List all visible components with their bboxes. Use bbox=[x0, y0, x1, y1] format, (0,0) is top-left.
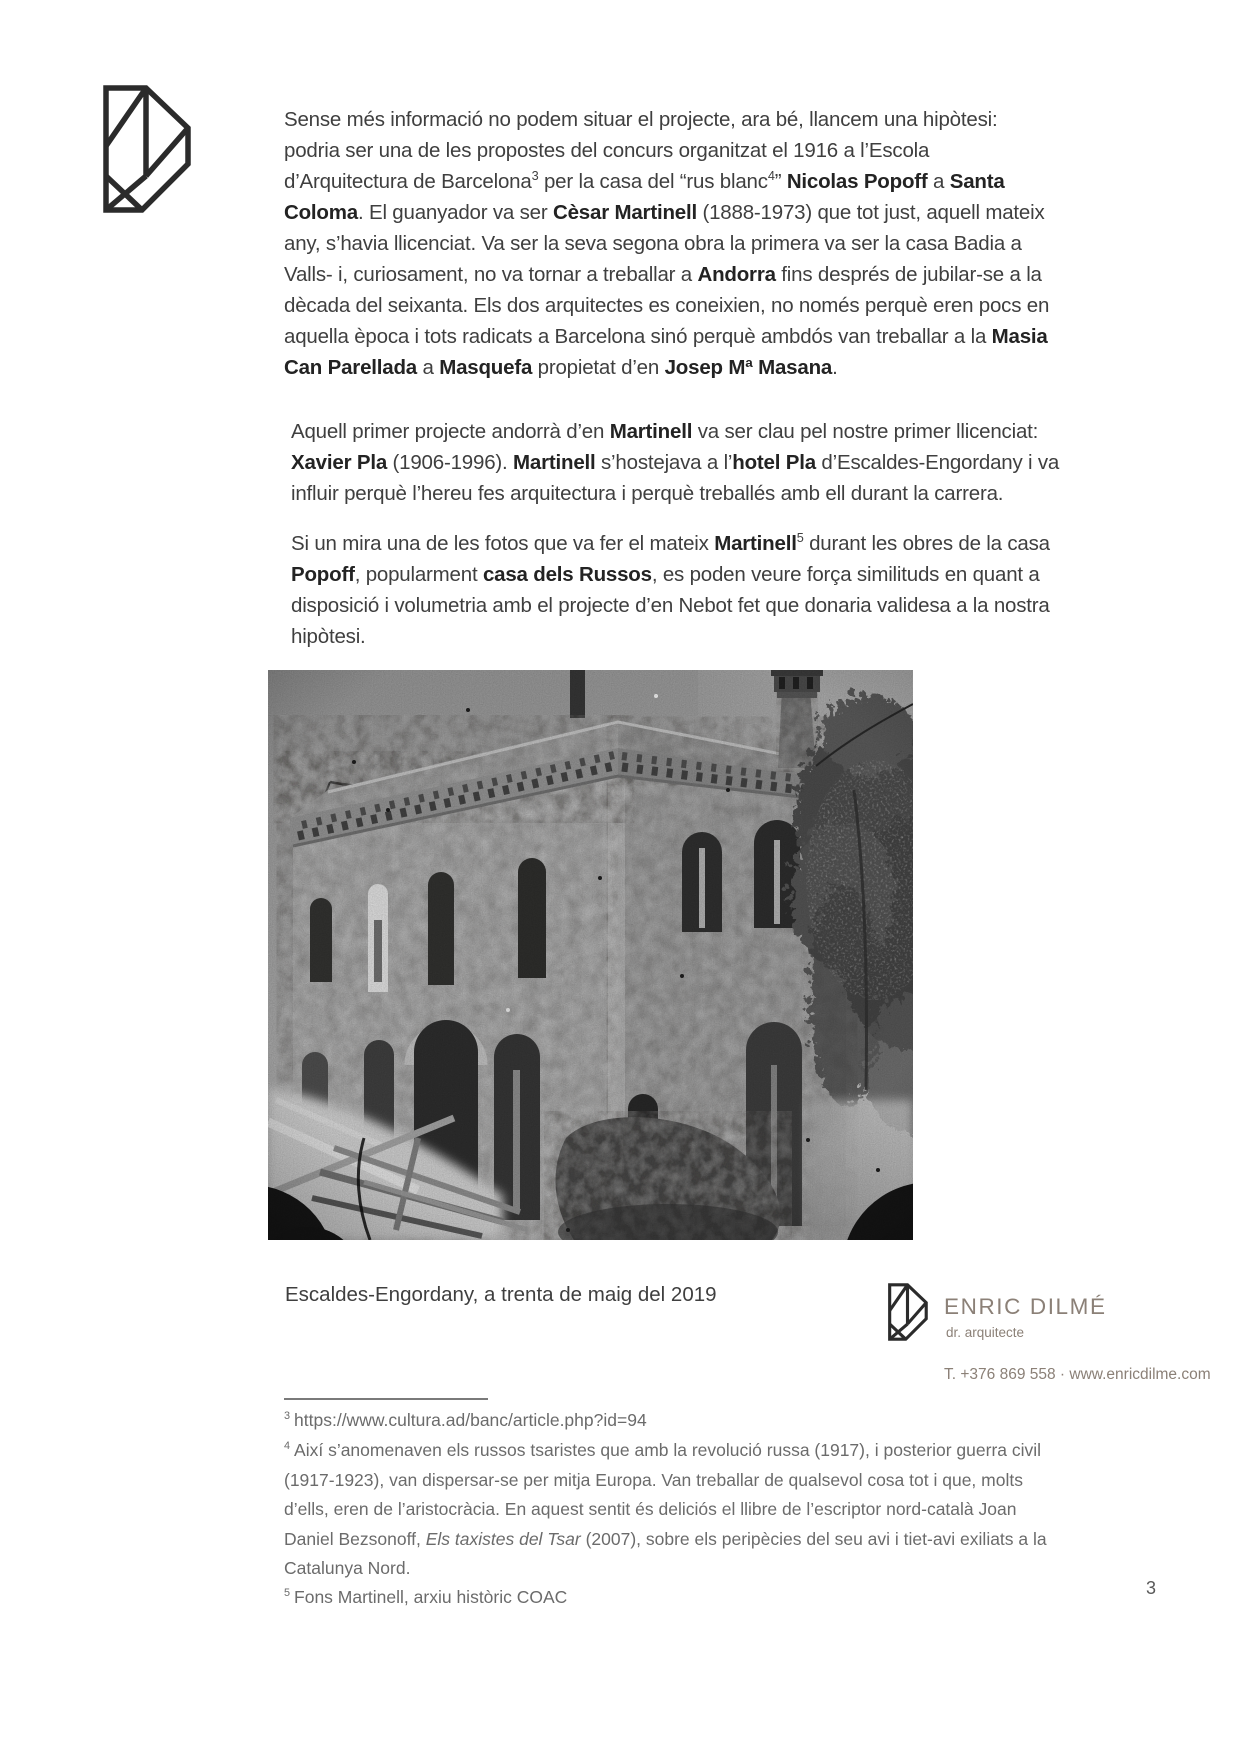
enric-dilme-logo-icon bbox=[100, 84, 192, 214]
brand-name: ENRIC DILMÉ bbox=[944, 1294, 1107, 1319]
footnote-5-marker: 5 bbox=[284, 1587, 291, 1600]
footnote-4 bbox=[284, 1436, 1066, 1584]
footnote-separator bbox=[284, 1398, 488, 1400]
footnote-3-marker: 3 bbox=[284, 1410, 291, 1423]
footnote-5 bbox=[284, 1583, 1066, 1613]
footnote-4-text: Així s’anomenaven els russos tsaristes que amb la revolució russa (1917), i posterior guerra civil (1917-1923), van dispersar-se per mitja Europa. Van treballar de qualsevol cosa tot i que, molts d’ells, eren de l’aristocràcia. En aquest sentit és deliciós el llibre de l’escriptor nord-català Joan Daniel Bezsonoff, Els taxistes del Tsar (2007), sobre els peripècies del seu avi i tiet-avi exiliats a la Catalunya Nord. bbox=[284, 1440, 1047, 1578]
paragraph-hypothesis: Sense més informació no podem situar el projecte, ara bé, llancem una hipòtesi: podria ser una de les propostes del concurs organitzat el 1916 a l’Escola d’Arquitectura de Barcelona$^3$ per la casa del “rus blanc$^4$” Nicolas Popoff a Santa Coloma. El guanyador va ser Cèsar Martinell (1888-1973) que tot just, aquell mateix any, s’havia llicenciat. Va ser la seva segona obra la primera va ser la casa Badia a Valls- i, curiosament, no va tornar a treballar a Andorra fins després de jubilar-se a la dècada del seixanta. Els dos arquitectes es coneixien, no només perquè eren pocs en aquella època i tots radicats a Barcelona sinó perquè ambdós van treballar a la Masia Can Parellada a Masquefa propietat d’en Josep Mª Masana. bbox=[284, 108, 1050, 379]
brand-subtitle: dr. arquitecte bbox=[946, 1325, 1025, 1340]
footnote-5-text: Fons Martinell, arxiu històric COAC bbox=[294, 1587, 568, 1607]
paragraph-casa-russos: Si un mira una de les fotos que va fer el mateix Martinell$^5$ durant les obres de la casa Popoff, popularment casa dels Russos, es poden veure força similituds en quant a disposició i volumetria amb el projecte d’en Nebot fet que donaria validesa a la nostra hipòtesi. bbox=[291, 530, 1050, 648]
photo-casa-popoff bbox=[268, 670, 913, 1240]
date-line: Escaldes-Engordany, a trenta de maig del 2019 bbox=[285, 1283, 717, 1306]
page-number: 3 bbox=[1146, 1578, 1157, 1598]
enric-dilme-logo-small-icon bbox=[887, 1283, 928, 1341]
footnote-3-text: https://www.cultura.ad/banc/article.php?id=94 bbox=[294, 1410, 647, 1430]
footnote-4-marker: 4 bbox=[284, 1440, 291, 1453]
paragraph-martinell-pla: Aquell primer projecte andorrà d’en Martinell va ser clau pel nostre primer llicenciat: Xavier Pla (1906-1996). Martinell s’hostejava a l’hotel Pla d’Escaldes-Engordany i va influir perquè l’hereu fes arquitectura i perquè treballés amb ell durant la carrera. bbox=[291, 420, 1060, 505]
footnote-3 bbox=[284, 1406, 1066, 1436]
contact-line: T. +376 869 558 · www.enricdilme.com bbox=[944, 1366, 1211, 1383]
